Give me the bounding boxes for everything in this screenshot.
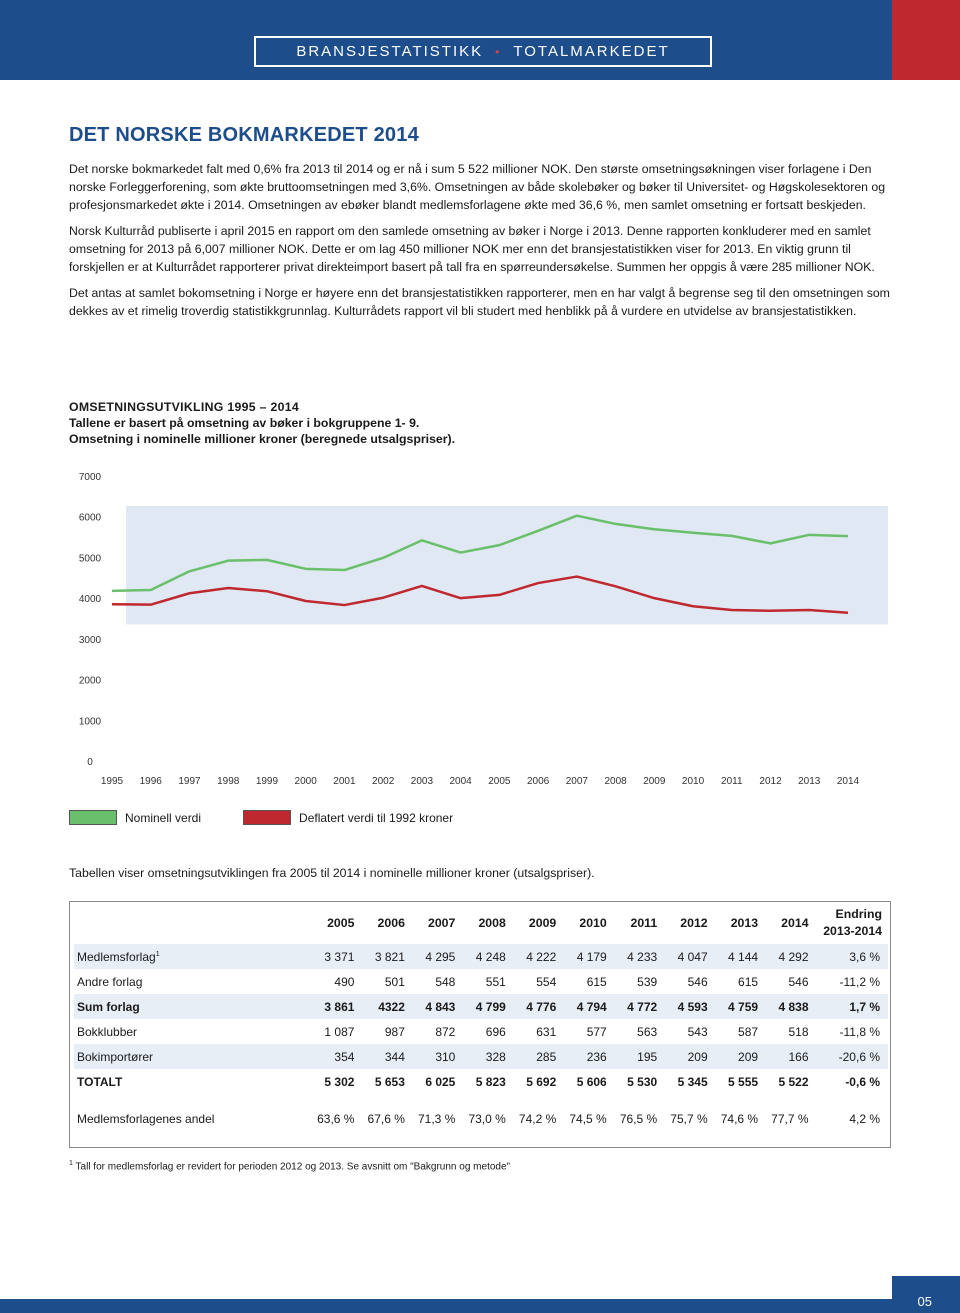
table-cell: 551 [485,974,506,989]
table-header-change [814,902,888,944]
section-banner [254,36,712,67]
table-row [74,1044,888,1069]
table-row [74,969,888,994]
x-tick-label: 1995 [100,776,124,787]
x-axis-ticks [101,776,860,787]
table-cell: 5 823 [475,1074,506,1089]
x-tick-label: 2014 [836,776,860,787]
chart-legend [69,810,495,825]
table-cell: 4 772 [612,994,662,1019]
table-cell: 195 [612,1044,662,1069]
table-cell: 4 144 [713,944,763,969]
table-row [74,1019,888,1044]
table-header-row [74,902,888,944]
x-tick-label: 1996 [139,776,162,787]
table-cell: 4 794 [561,994,611,1019]
footnote-ref: 1 [155,950,160,958]
table-cell: 71,3 % [418,1111,456,1126]
table-row-label [74,944,309,969]
table-cell-change: 1,7 % [814,994,888,1019]
x-tick-label: 2013 [798,776,821,787]
article [69,124,891,320]
table-cell: 4 843 [410,994,460,1019]
table-cell: 5 522 [778,1074,809,1089]
table-cell: 563 [637,1024,658,1039]
table-cell: 4 292 [763,944,813,969]
x-tick-label: 2012 [759,776,782,787]
sales-table-frame [69,901,891,1148]
table-cell: 75,7 % [670,1111,708,1126]
table-cell: 310 [410,1044,460,1069]
x-tick-label: 2003 [410,776,434,787]
x-tick-label: 1997 [178,776,201,787]
table-cell: 74,5 % [569,1111,607,1126]
page-title: DET NORSKE BOKMARKEDET 2014 [69,124,419,146]
table-cell-change: -20,6 % [814,1044,888,1069]
row-label-text: Medlemsforlag [77,949,156,964]
table-row-label [74,969,309,994]
x-tick-label: 2004 [449,776,472,787]
row-label-text: Bokimportører [77,1049,154,1064]
table-cell-change: -11,8 % [839,1024,880,1039]
x-tick-label: 2008 [604,776,627,787]
x-tick-label: 2011 [721,776,743,787]
table-cell: 5 302 [324,1074,355,1089]
x-tick-label: 2006 [526,776,550,787]
table-cell: 543 [687,1024,708,1039]
table-cell: 4 295 [410,944,460,969]
table-cell-change: 4,2 % [849,1111,880,1126]
y-tick-label: 5000 [78,553,102,565]
table-cell: 490 [334,974,355,989]
paragraph-3: Det antas at samlet bokomsetning i Norge er høyere enn det bransjestatistikken rapporterer, men en har valgt å begrense seg til den omsetningen som dekkes av et rimelig troverdig statistikkgrunnlag. Kulturrådets rapport vil bli studert med henblikk på å vurdere en utvidelse av bransjestatistikken. [69,286,890,318]
table-header-year: 2005 [327,916,355,930]
y-axis-ticks [79,472,102,768]
header-accent [892,0,960,80]
x-tick-label: 2007 [565,776,588,787]
y-tick-label: 7000 [78,472,102,483]
table-cell: 3 821 [359,944,409,969]
y-tick-label: 2000 [78,675,102,687]
table-header-year: 2010 [579,916,607,930]
paragraph-2: Norsk Kulturråd publiserte i april 2015 en rapport om den samlede omsetning av bøker i Norge i 2013. Denne rapporten konkluderer med en samlet omsetning for 2013 på 6,007 millioner NOK. Dette er om lag 450 millioner NOK mer enn det bransjestatistikken viser for 2013. En viktig grunn til forskjellen er at Kulturrådet rapporterer privat direkteimport basert på tall fra en spørreundersøkelse. Summen her oppgis å være 285 millioner NOK. [69,224,875,274]
table-cell: 236 [561,1044,611,1069]
table-cell: 5 653 [374,1074,405,1089]
table-cell: 77,7 % [771,1111,809,1126]
table-cell: 166 [763,1044,813,1069]
chart-plot-background [126,506,888,625]
table-row-label [74,1019,309,1044]
y-tick-label: 0 [87,757,93,768]
chart-heading [69,399,455,447]
table-cell: 518 [788,1024,809,1039]
legend-swatch-nominal [69,810,117,825]
table-cell: 696 [485,1024,506,1039]
table-cell: 209 [662,1044,712,1069]
table-header-year: 2008 [478,916,506,930]
paragraph-1: Det norske bokmarkedet falt med 0,6% fra 2013 til 2014 og er nå i sum 5 522 millioner NOK. Den største omsetningsøkningen viser forlagene i Den norske Forleggerforening, som økte bruttoomsetningen med 3,6%. Omsetningen av både skolebøker og bøker til Universitet- og Høgskolesektoren og profesjonsmarkedet økte i 2014. Omsetningen av ebøker blandt medlemsforlagene økte med 36,6 %, men samlet omsetning er fortsatt beskjeden. [69,162,886,212]
table-row-label [74,994,309,1019]
table-header-year: 2009 [528,916,557,930]
table-cell: 73,0 % [468,1111,506,1126]
banner-separator: • [495,44,502,59]
table-cell: 3 371 [309,944,359,969]
table-cell: 4 222 [511,944,561,969]
table-cell: 501 [384,974,405,989]
table-cell: 354 [309,1044,359,1069]
legend-label-deflated: Deflatert verdi til 1992 kroner [299,810,454,825]
table-cell: 67,6 % [367,1111,405,1126]
table-header-change-line2: 2013-2014 [823,924,882,938]
table-cell: 615 [738,974,759,989]
x-tick-label: 1998 [217,776,240,787]
table-header-year: 2012 [680,916,708,930]
table-cell: 63,6 % [317,1111,355,1126]
page-number: 05 [892,1276,960,1313]
footnote [69,1160,510,1172]
legend-label-nominal: Nominell verdi [125,810,202,825]
footnote-text: Tall for medlemsforlag er revidert for perioden 2012 og 2013. Se avsnitt om "Bakgrunn og metode" [75,1161,511,1173]
chart-subtitle-1: Tallene er basert på omsetning av bøker i bokgruppene 1- 9. [69,416,420,430]
x-tick-label: 2000 [294,776,317,787]
table-row [74,1106,888,1131]
y-tick-label: 3000 [78,634,102,646]
table-header-year: 2014 [781,916,809,930]
table-cell: 4 248 [460,944,510,969]
banner-right: TOTALMARKEDET [513,43,670,60]
table-header-year: 2006 [377,916,405,930]
table-cell: 548 [435,974,456,989]
table-cell: 344 [359,1044,409,1069]
table-cell: 4 233 [612,944,662,969]
table-cell: 631 [536,1024,557,1039]
row-label-text: Bokklubber [77,1024,138,1039]
x-tick-label: 2009 [643,776,666,787]
table-cell: 546 [687,974,708,989]
table-cell: 4 776 [511,994,561,1019]
table-cell: 577 [586,1024,607,1039]
table-row-label [74,1044,309,1069]
table-row-label [74,1069,309,1094]
footnote-marker: 1 [69,1160,73,1167]
table-cell: 6 025 [425,1074,456,1089]
table-cell: 4 799 [460,994,510,1019]
x-tick-label: 1999 [255,776,279,787]
table-cell: 5 692 [526,1074,557,1089]
table-cell: 4322 [359,994,409,1019]
table-header-year: 2013 [730,916,759,930]
footer-bar [0,1299,892,1313]
table-cell: 209 [713,1044,763,1069]
x-tick-label: 2005 [488,776,511,787]
y-tick-label: 6000 [78,512,102,524]
row-label-text: Andre forlag [77,974,143,989]
x-tick-label: 2001 [333,776,356,787]
table-cell: 987 [384,1024,405,1039]
table-cell: 872 [435,1024,456,1039]
table-cell: 76,5 % [619,1111,658,1126]
table-header-year: 2007 [428,916,456,930]
x-tick-label: 2002 [372,776,395,787]
table-header-year: 2011 [630,916,658,930]
table-cell: 539 [637,974,658,989]
table-cell: 587 [738,1024,759,1039]
table-cell-change: -0,6 % [845,1074,880,1089]
chart-subtitle-2: Omsetning i nominelle millioner kroner (beregnede utsalgspriser). [69,432,456,446]
line-chart [60,462,890,797]
table-cell-change: 3,6 % [814,944,888,969]
table-cell: 615 [586,974,607,989]
legend-swatch-deflated [243,810,291,825]
table-row-label [74,1106,309,1131]
x-tick-label: 2010 [681,776,705,787]
table-cell: 328 [460,1044,510,1069]
table-intro: Tabellen viser omsetningsutviklingen fra 2005 til 2014 i nominelle millioner kroner (utsalgspriser). [69,866,595,880]
table-header-change-line1: Endring [835,907,882,921]
table-cell: 4 593 [662,994,712,1019]
table-cell: 4 759 [713,994,763,1019]
table-cell: 4 047 [662,944,712,969]
y-tick-label: 1000 [78,716,102,728]
y-tick-label: 4000 [78,594,102,606]
table-row [74,944,888,969]
table-cell: 554 [536,974,557,989]
table-cell: 74,2 % [518,1111,557,1126]
table-cell: 3 861 [309,994,359,1019]
table-cell: 285 [511,1044,561,1069]
table-row [74,994,888,1019]
sales-table [74,902,888,1131]
table-cell: 546 [788,974,809,989]
table-cell: 74,6 % [720,1111,759,1126]
table-cell-change: -11,2 % [839,974,880,989]
row-label-text: Sum forlag [77,999,140,1014]
table-header-blank [74,902,309,944]
row-label-text: TOTALT [77,1074,123,1089]
table-cell: 4 838 [763,994,813,1019]
table-cell: 1 087 [324,1024,355,1039]
table-cell: 5 345 [677,1074,708,1089]
row-label-text: Medlemsforlagenes andel [77,1111,215,1126]
table-cell: 5 555 [728,1074,759,1089]
chart-title: OMSETNINGSUTVIKLING 1995 – 2014 [69,400,300,414]
table-spacer-row [74,1094,888,1106]
table-cell: 5 530 [627,1074,658,1089]
table-row [74,1069,888,1094]
banner-left: BRANSJESTATISTIKK [296,43,484,60]
table-cell: 4 179 [561,944,611,969]
table-cell: 5 606 [576,1074,607,1089]
